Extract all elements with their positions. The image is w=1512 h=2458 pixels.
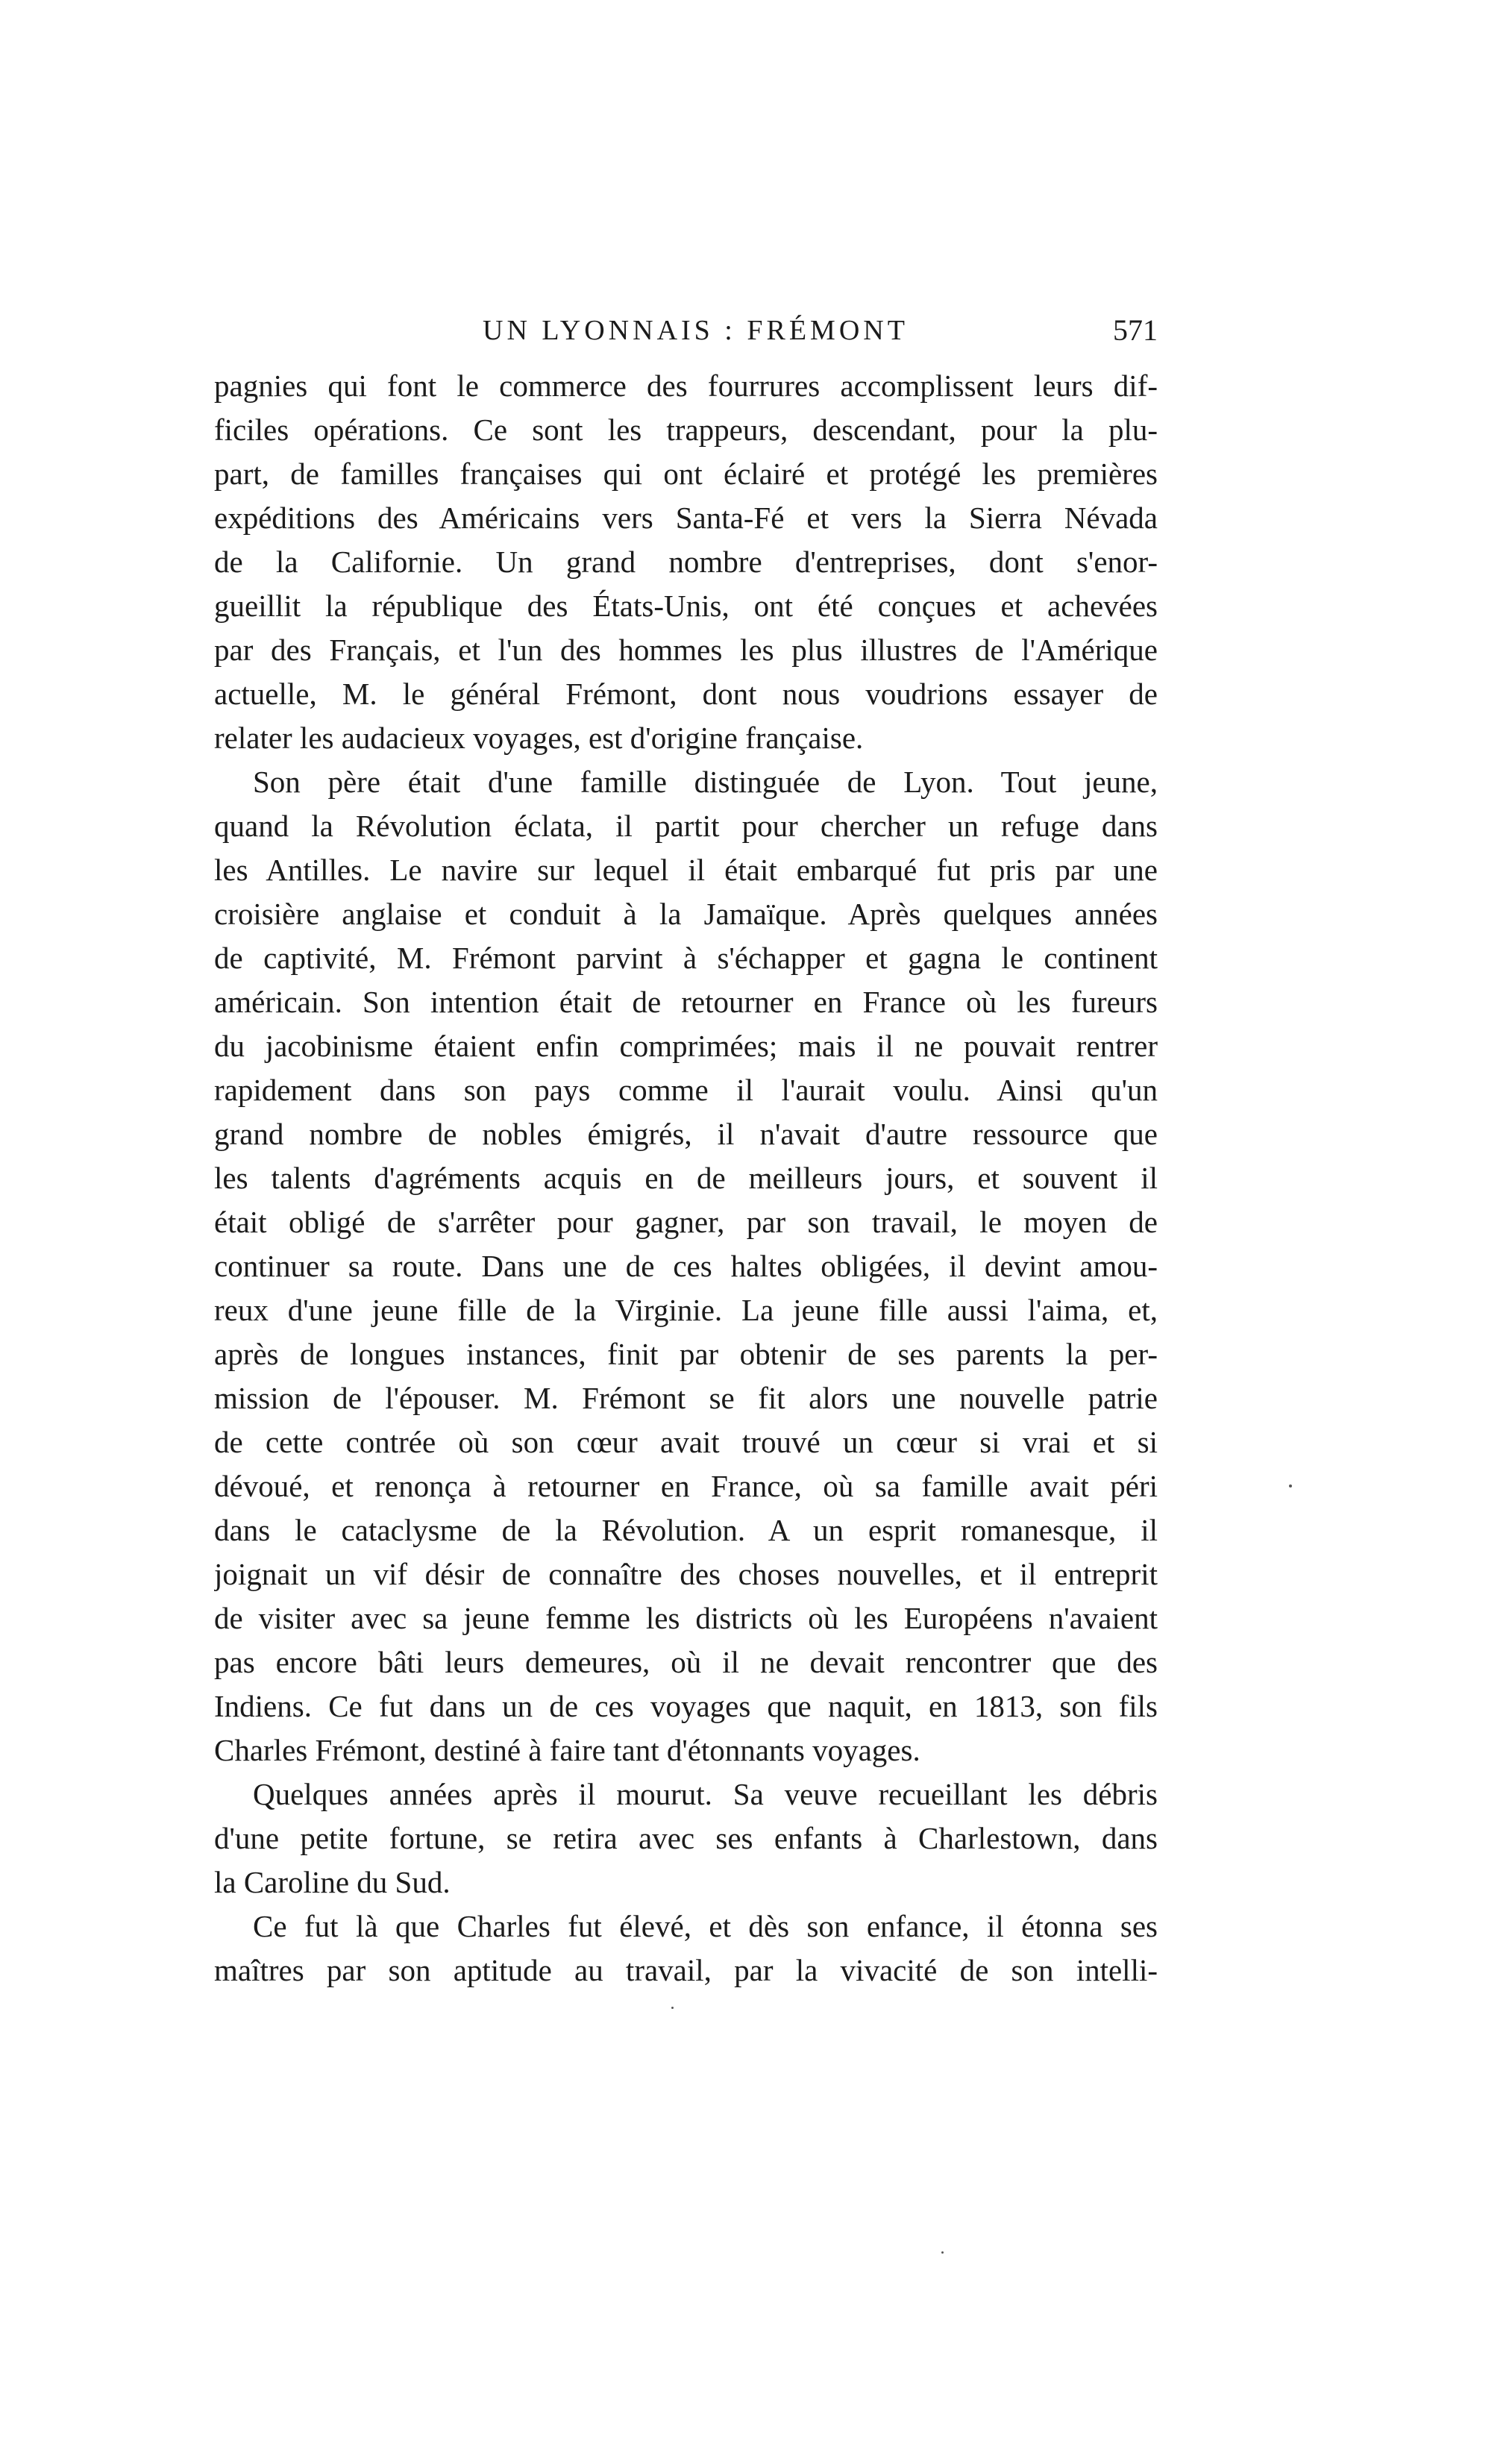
text-line: quand la Révolution éclata, il partit pour chercher un refuge dans [214, 809, 1158, 843]
text-line: d'une petite fortune, se retira avec ses enfants à Charlestown, dans [214, 1821, 1158, 1855]
text-line: ficiles opérations. Ce sont les trappeurs, descendant, pour la plu- [214, 413, 1158, 447]
text-line: Charles Frémont, destiné à faire tant d'étonnants voyages. [214, 1733, 920, 1767]
text-line: dévoué, et renonça à retourner en France, où sa famille avait péri [214, 1469, 1158, 1503]
text-line: reux d'une jeune fille de la Virginie. La jeune fille aussi l'aima, et, [214, 1293, 1158, 1327]
running-title: UN LYONNAIS : FRÉMONT [483, 315, 909, 346]
scan-speck [1289, 1484, 1292, 1487]
text-line: Quelques années après il mourut. Sa veuve recueillant les débris [253, 1777, 1158, 1811]
text-line: de la Californie. Un grand nombre d'entreprises, dont s'enor- [214, 545, 1158, 579]
text-line: Indiens. Ce fut dans un de ces voyages que naquit, en 1813, son fils [214, 1689, 1158, 1723]
paragraph [214, 1904, 1158, 1993]
text-line: Son père était d'une famille distinguée de Lyon. Tout jeune, [253, 765, 1158, 799]
text-line: la Caroline du Sud. [214, 1865, 451, 1899]
text-line: était obligé de s'arrêter pour gagner, par son travail, le moyen de [214, 1205, 1158, 1239]
text-line: gueillit la république des États-Unis, ont été conçues et achevées [214, 589, 1158, 623]
text-line: de captivité, M. Frémont parvint à s'échapper et gagna le continent [214, 941, 1158, 975]
text-line: actuelle, M. le général Frémont, dont nous voudrions essayer de [214, 677, 1158, 711]
text-line: relater les audacieux voyages, est d'origine française. [214, 721, 864, 755]
text-line: grand nombre de nobles émigrés, il n'avait d'autre ressource que [214, 1117, 1158, 1151]
page-number: 571 [1113, 313, 1158, 347]
text-line: joignait un vif désir de connaître des choses nouvelles, et il entreprit [214, 1557, 1158, 1591]
text-line: dans le cataclysme de la Révolution. A un esprit romanesque, il [214, 1513, 1158, 1547]
text-line: les Antilles. Le navire sur lequel il était embarqué fut pris par une [214, 853, 1158, 887]
text-line: maîtres par son aptitude au travail, par la vivacité de son intelli- [214, 1953, 1158, 1987]
text-line: après de longues instances, finit par obtenir de ses parents la per- [214, 1337, 1158, 1371]
paragraph [214, 364, 1158, 760]
text-line: du jacobinisme étaient enfin comprimées; mais il ne pouvait rentrer [214, 1029, 1158, 1063]
text-line: les talents d'agréments acquis en de meilleurs jours, et souvent il [214, 1161, 1158, 1195]
scan-speck [671, 2007, 674, 2009]
text-line: par des Français, et l'un des hommes les plus illustres de l'Amérique [214, 633, 1158, 667]
text-line: américain. Son intention était de retourner en France où les fureurs [214, 985, 1158, 1019]
text-line: pas encore bâti leurs demeures, où il ne devait rencontrer que des [214, 1645, 1158, 1679]
text-line: part, de familles françaises qui ont éclairé et protégé les premières [214, 457, 1158, 491]
text-line: de cette contrée où son cœur avait trouvé un cœur si vrai et si [214, 1425, 1158, 1459]
paragraph [214, 760, 1158, 1772]
text-line: croisière anglaise et conduit à la Jamaïque. Après quelques années [214, 897, 1158, 931]
text-line: continuer sa route. Dans une de ces haltes obligées, il devint amou- [214, 1249, 1158, 1283]
text-line: pagnies qui font le commerce des fourrures accomplissent leurs dif- [214, 369, 1158, 403]
text-line: Ce fut là que Charles fut élevé, et dès son enfance, il étonna ses [253, 1909, 1158, 1943]
paragraph [214, 1772, 1158, 1904]
running-head [214, 312, 1158, 349]
text-line: expéditions des Américains vers Santa-Fé et vers la Sierra Névada [214, 501, 1158, 535]
text-line: de visiter avec sa jeune femme les districts où les Européens n'avaient [214, 1601, 1158, 1635]
text-line: rapidement dans son pays comme il l'aurait voulu. Ainsi qu'un [214, 1073, 1158, 1107]
text-line: mission de l'épouser. M. Frémont se fit alors une nouvelle patrie [214, 1381, 1158, 1415]
scan-speck [941, 2251, 944, 2254]
body-text [214, 364, 1158, 1993]
